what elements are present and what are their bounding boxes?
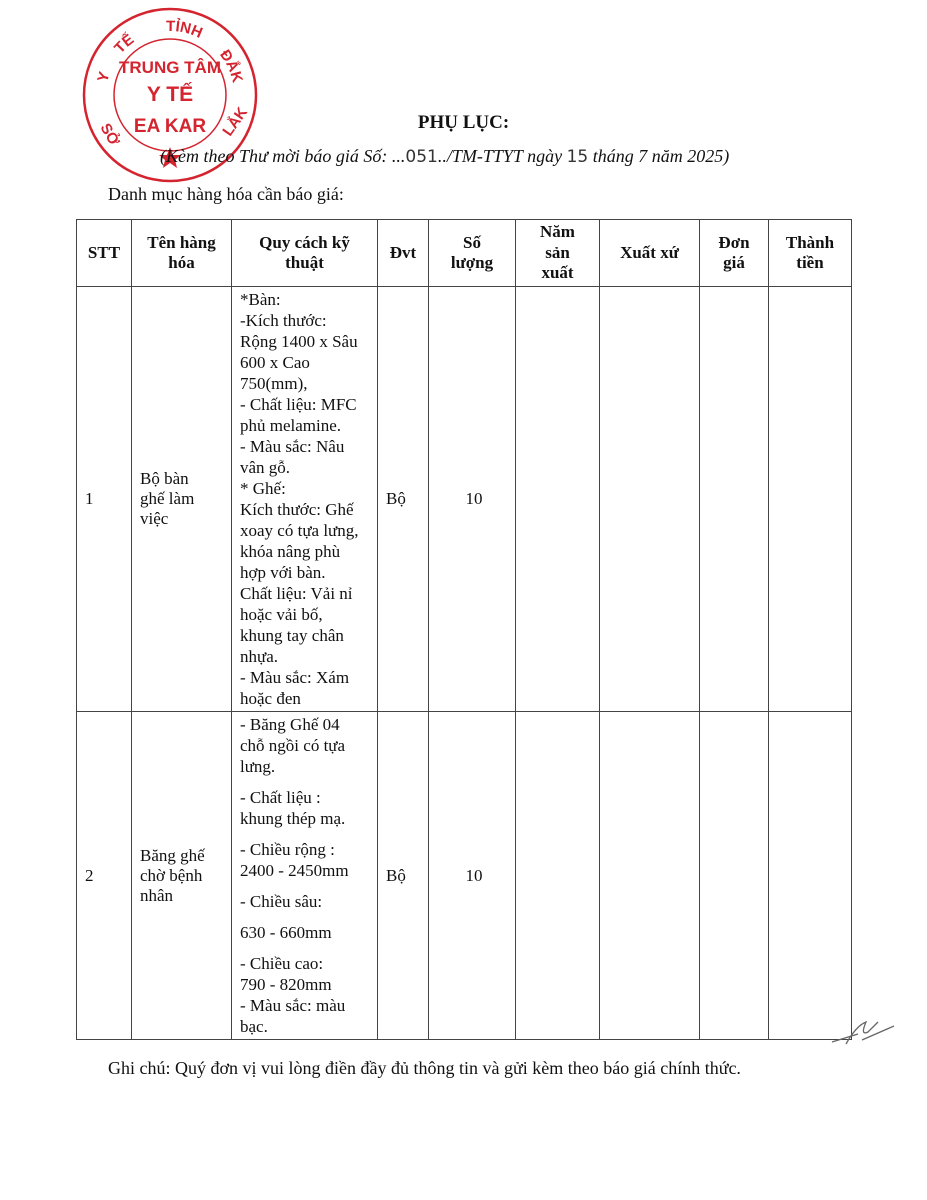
table-row [77,287,852,712]
spec-line: * Ghế: [240,479,286,498]
spec-line: Kích thước: Ghế xoay có tựa lưng, khóa nâng phù hợp với bàn. [240,500,359,582]
cell-total [769,712,852,1040]
svg-text:TỈNH [166,18,205,42]
invitation-day: 15 [566,147,589,167]
stamp-arc-dak: ĐẮK [216,46,246,85]
cell-total [769,287,852,712]
cell-stt: 2 [77,712,132,1040]
spec-line: - Chiều rộng : 2400 - 2450mm [240,840,349,880]
intro-text: Danh mục hàng hóa cần báo giá: [108,184,344,204]
cell-spec [232,712,378,1040]
cell-price [700,712,769,1040]
invitation-number: 051 [405,147,438,167]
spec-line: Chất liệu: Vải nỉ hoặc vải bố, khung tay chân nhựa. [240,584,353,666]
header-total: Thành tiền [769,220,852,287]
cell-stt: 1 [77,287,132,712]
spec-line: - Chiều cao: 790 - 820mm [240,954,332,994]
cell-qty: 10 [429,712,516,1040]
cell-unit: Bộ [378,287,429,712]
header-price: Đơn giá [700,220,769,287]
cell-name: Bộ bàn ghế làm việc [132,287,232,712]
stamp-line-3: EA KAR [133,116,207,137]
subtitle-prefix: (Kèm theo Thư mời báo giá Số: ... [160,146,406,166]
header-origin: Xuất xứ [600,220,700,287]
cell-unit: Bộ [378,712,429,1040]
spec-line: -Kích thước: Rộng 1400 x Sâu 600 x Cao 750(mm), [240,311,358,393]
spec-line: 630 - 660mm [240,923,332,942]
cell-spec [232,287,378,712]
spec-line: - Băng Ghế 04 chỗ ngồi có tựa lưng. [240,715,346,776]
cell-year [516,712,600,1040]
title-text: PHỤ LỤC: [417,112,510,133]
spec-line: - Màu sắc: Xám hoặc đen [240,668,350,708]
svg-text:Y [94,70,113,84]
spec-line: - Màu sắc: Nâu vân gỗ. [240,437,345,477]
header-stt: STT [77,220,132,287]
spec-line: - Màu sắc: màu bạc. [240,996,346,1036]
header-spec: Quy cách kỹ thuật [232,220,378,287]
goods-table [76,219,852,1040]
table-row [77,712,852,1040]
footer-note: Ghi chú: Quý đơn vị vui lòng điền đầy đủ thông tin và gửi kèm theo báo giá chính thức. [108,1058,741,1078]
cell-qty: 10 [429,287,516,712]
cell-name: Băng ghế chờ bệnh nhân [132,712,232,1040]
spec-line: *Bàn: [240,290,281,309]
spec-line: - Chất liệu: MFC phủ melamine. [240,395,357,435]
spec-line: - Chiều sâu: [240,892,323,911]
cell-origin [600,712,700,1040]
stamp-arc-tinh: TỈNH [165,17,205,42]
cell-year [516,287,600,712]
spec-line: - Chất liệu : khung thép mạ. [240,788,346,828]
stamp-line-2: Y TẾ [146,83,194,106]
subtitle-middle: ../TM-TTYT ngày [437,146,567,166]
document-subtitle [160,146,729,167]
stamp-arc-y: Y [94,69,114,85]
stamp-arc-lak: LẮK [219,104,251,140]
subtitle-suffix: tháng 7 năm 2025) [588,146,730,166]
table-header-row [77,220,852,287]
cell-origin [600,287,700,712]
stamp-line-1: TRUNG TÂM [119,58,221,77]
header-unit: Đvt [378,220,429,287]
header-name: Tên hàng hóa [132,220,232,287]
stamp-arc-so: SỞ [96,120,123,149]
stamp-arc-te: TẾ [111,30,138,57]
signature-scribble [828,1012,896,1048]
cell-price [700,287,769,712]
document-title [0,112,927,134]
header-qty: Số lượng [429,220,516,287]
header-year: Năm sản xuất [516,220,600,287]
